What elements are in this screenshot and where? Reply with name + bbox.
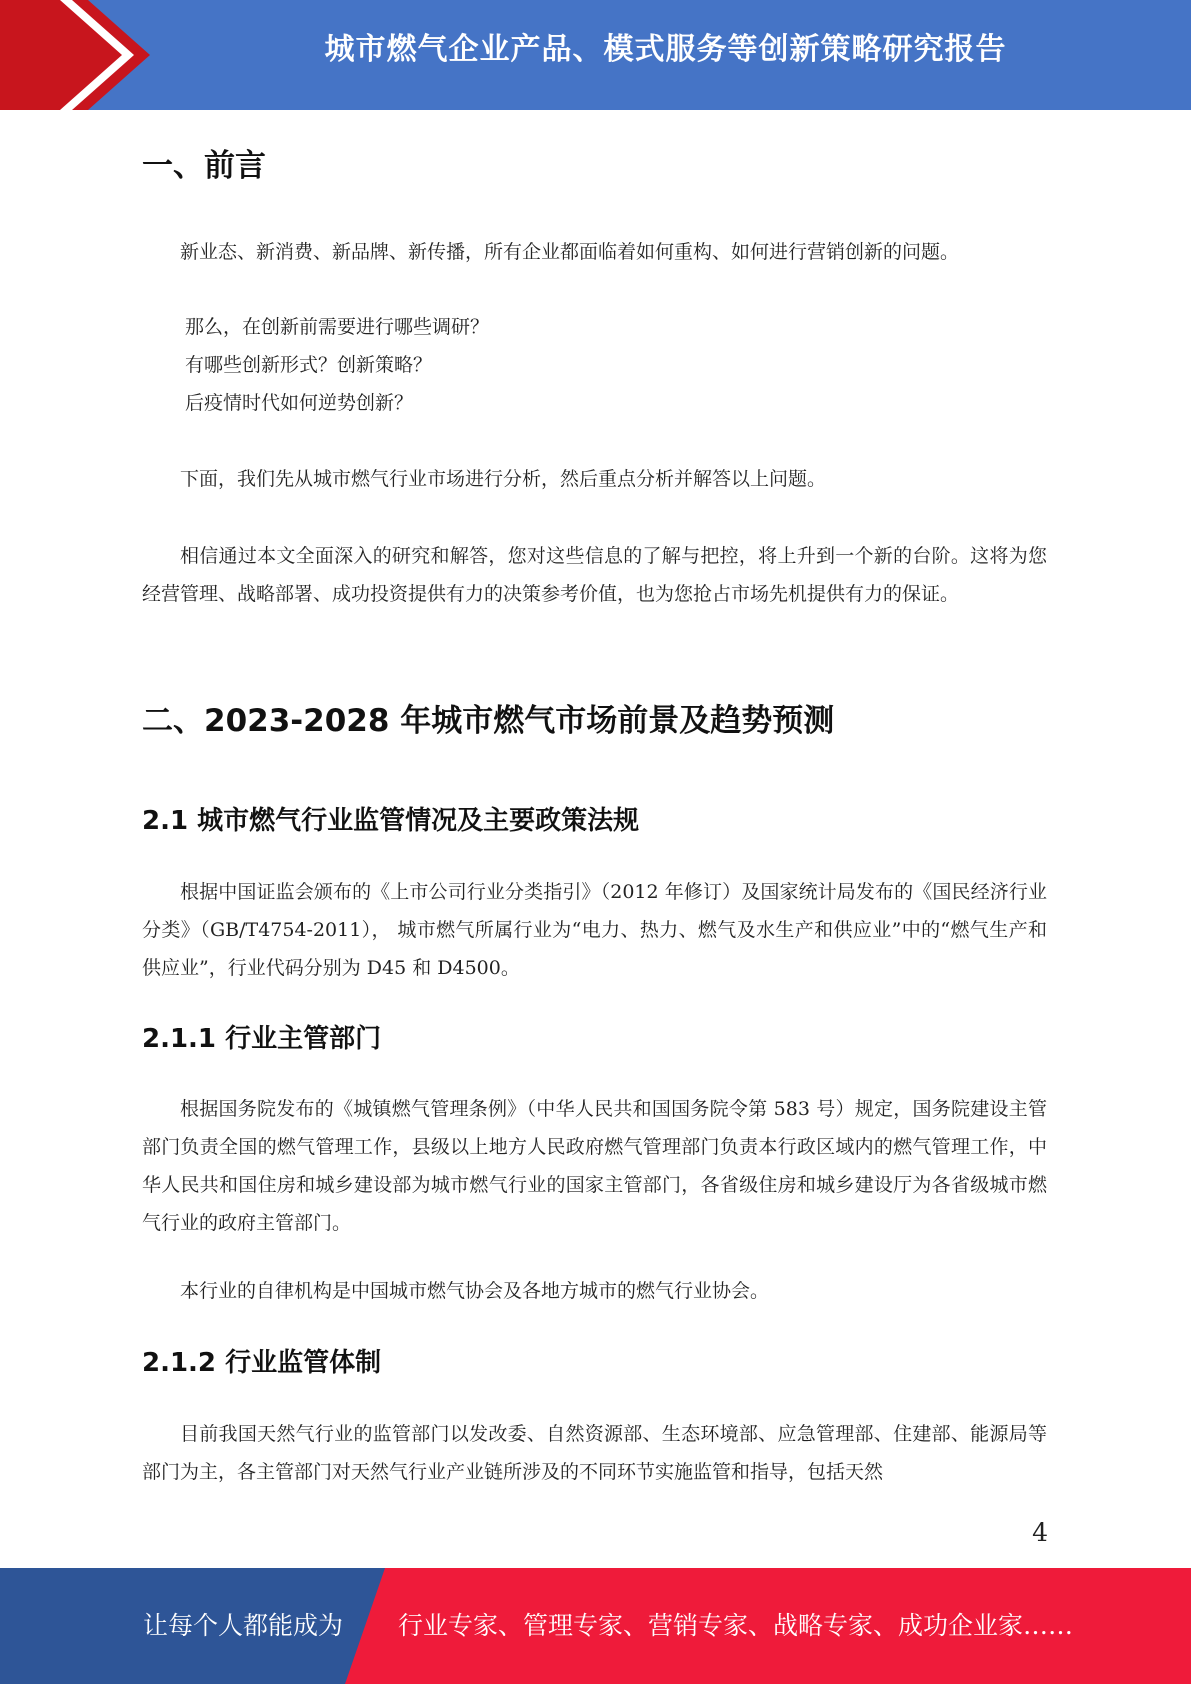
preface-question-1: 那么，在创新前需要进行哪些调研？ — [185, 316, 490, 338]
subsection-2-1-1-paragraph-1: 根据国务院发布的《城镇燃气管理条例》（中华人民共和国国务院令第 583 号）规定，国务院建设主管部门负责全国的燃气管理工作，县级以上地方人民政府燃气管理部门负责本行政区域内的燃气管理工作，中华人民共和国住房和城乡建设部为城市燃气行业的国家主管部门，各省级住房和城乡建设厅为各省级城市燃气行业的政府主管部门。 — [142, 1098, 1047, 1234]
section-heading-preface: 一、前言 — [142, 148, 266, 184]
section-heading-forecast: 二、2023-2028 年城市燃气市场前景及趋势预测 — [142, 703, 835, 739]
subsection-2-1-2-paragraph: 目前我国天然气行业的监管部门以发改委、自然资源部、生态环境部、应急管理部、住建部、能源局等部门为主，各主管部门对天然气行业产业链所涉及的不同环节实施监管和指导，包括天然 — [142, 1423, 1047, 1483]
report-title: 城市燃气企业产品、模式服务等创新策略研究报告 — [324, 32, 1007, 67]
footer-banner — [0, 1568, 1191, 1684]
preface-paragraph-1: 新业态、新消费、新品牌、新传播，所有企业都面临着如何重构、如何进行营销创新的问题。 — [180, 241, 960, 263]
subsection-heading-2-1-1: 2.1.1 行业主管部门 — [142, 1024, 382, 1054]
page-number: 4 — [1032, 1518, 1048, 1547]
preface-paragraph-2: 下面，我们先从城市燃气行业市场进行分析，然后重点分析并解答以上问题。 — [180, 468, 827, 490]
preface-question-2: 有哪些创新形式？创新策略？ — [185, 354, 433, 376]
preface-paragraph-3: 相信通过本文全面深入的研究和解答，您对这些信息的了解与把控，将上升到一个新的台阶。这将为您经营管理、战略部署、成功投资提供有力的决策参考价值，也为您抢占市场先机提供有力的保证。 — [142, 545, 1047, 605]
footer-slogan-right: 行业专家、管理专家、营销专家、战略专家、成功企业家…… — [398, 1611, 1074, 1640]
header-banner — [0, 0, 1191, 110]
preface-question-3: 后疫情时代如何逆势创新？ — [185, 392, 414, 414]
subsection-heading-2-1: 2.1 城市燃气行业监管情况及主要政策法规 — [142, 806, 640, 836]
subsection-heading-2-1-2: 2.1.2 行业监管体制 — [142, 1348, 382, 1378]
footer-slogan-left: 让每个人都能成为 — [143, 1611, 344, 1640]
subsection-2-1-paragraph: 根据中国证监会颁布的《上市公司行业分类指引》（2012 年修订）及国家统计局发布的《国民经济行业分类》（GB/T4754-2011）， 城市燃气所属行业为“电力、热力、燃气及水生产和供应业”中的“燃气生产和供应业”，行业代码分别为 D45 和 D4500。 — [142, 881, 1047, 979]
header-chevron-decoration — [0, 0, 160, 110]
subsection-2-1-1-paragraph-2: 本行业的自律机构是中国城市燃气协会及各地方城市的燃气行业协会。 — [180, 1280, 770, 1302]
